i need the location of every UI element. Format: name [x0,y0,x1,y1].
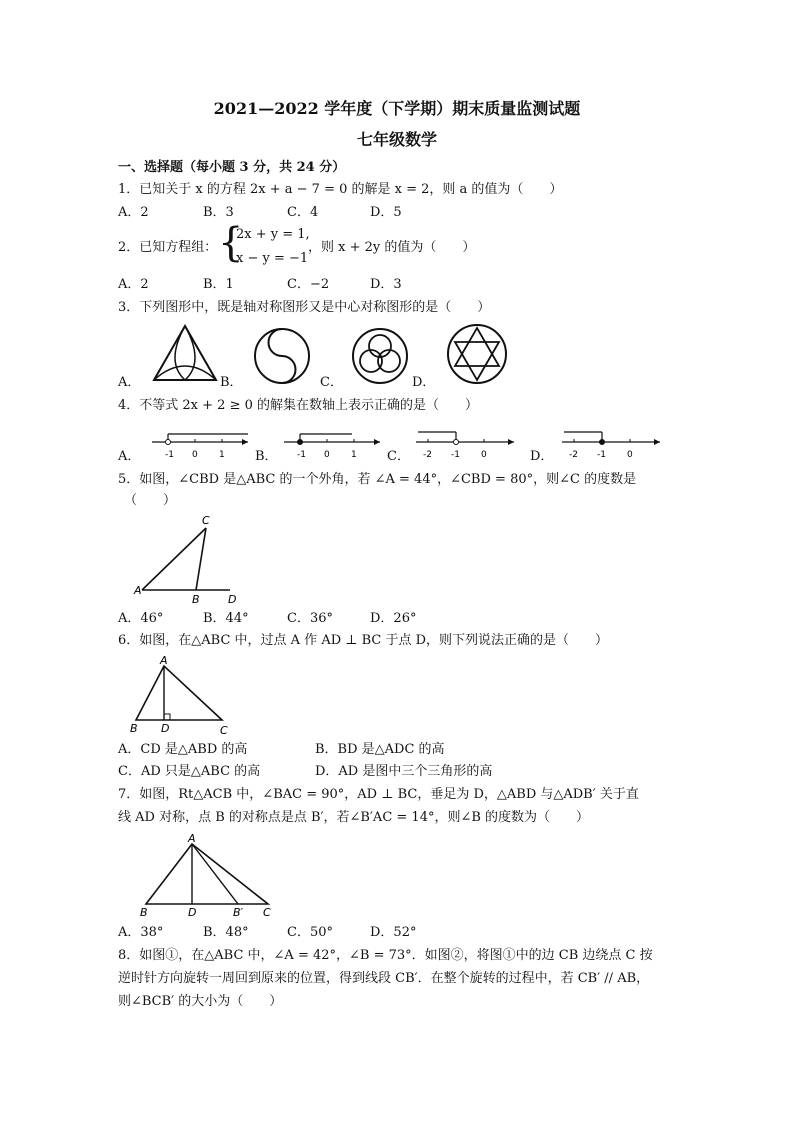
q5-option-d: D．26° [370,611,417,626]
q7-label-b-prime: B′ [233,906,244,919]
page-subtitle: 七年级数学 [356,130,437,149]
q6-label-b: B [130,722,138,735]
q5-label-d: D [228,593,237,606]
q2-eq1: 2x + y = 1, [236,227,310,242]
q4-number-line-c [414,426,519,462]
q5-option-c: C．36° [287,611,333,626]
q8-text2: 逆时针方向旋转一周回到原来的位置，得到线段 CB′．在整个旋转的过程中，若 CB′ // AB， [118,971,650,986]
q2-option-a: A．2 [118,277,149,292]
q7-option-b: B．48° [203,925,249,940]
q8-text3: 则∠BCB′ 的大小为（ ） [118,994,283,1009]
q4-c-tick-1: -2 [423,450,432,460]
q7-figure [136,832,284,922]
section-heading: 一、选择题（每小题 3 分，共 24 分） [118,160,346,175]
q3-figure-d-hexagram-icon [445,322,509,386]
q4-c-tick-2: -1 [451,450,460,460]
q7-option-a: A．38° [118,925,164,940]
q3-figure-c-circles-icon [350,326,410,386]
q6-text: 6．如图，在△ABC 中，过点 A 作 AD ⊥ BC 于点 D，则下列说法正确的是（ ） [118,633,609,648]
q4-c-tick-3: 0 [481,450,487,460]
q7-label-c: C [263,906,271,919]
q6-label-a: A [160,654,168,667]
q4-option-d: D． [530,449,554,464]
q4-a-tick-2: 0 [192,450,198,460]
q3-text: 3．下列图形中，既是轴对称图形又是中心对称图形的是（ ） [118,300,491,315]
q3-option-c: C． [320,375,343,390]
q4-d-tick-2: -1 [597,450,606,460]
q4-text: 4．不等式 2x + 2 ≥ 0 的解集在数轴上表示正确的是（ ） [118,398,478,413]
q2-prefix: 2．已知方程组： [118,240,218,255]
q5-label-a: A [134,584,142,597]
q4-a-tick-3: 1 [219,450,225,460]
q6-figure [124,654,236,738]
q5-label-b: B [192,593,200,606]
q4-b-tick-2: 0 [324,450,330,460]
q4-number-line-b [282,428,382,462]
q6-option-b: B．BD 是△ADC 的高 [315,742,445,757]
q1-option-d: D．5 [370,205,402,220]
q6-option-c: C．AD 只是△ABC 的高 [118,764,261,779]
q7-label-a: A [188,832,196,845]
q1-option-b: B．3 [203,205,234,220]
q2-eq2: x − y = −1 [236,251,309,266]
q3-figure-b-yinyang-icon [252,326,312,386]
q6-option-a: A．CD 是△ABD 的高 [118,742,248,757]
q2-option-d: D．3 [370,277,402,292]
q5-option-b: B．44° [203,611,249,626]
q4-b-tick-1: -1 [297,450,306,460]
q5-text2: （ ） [124,493,177,508]
q5-text: 5．如图，∠CBD 是△ABC 的一个外角，若 ∠A = 44°，∠CBD = 80°，则∠C 的度数是 [118,472,637,487]
q3-figure-a-reuleaux-icon [150,322,220,384]
q6-label-c: C [220,724,228,737]
q8-text: 8．如图①，在△ABC 中，∠A = 42°，∠B = 73°．如图②，将图①中的边 CB 边绕点 C 按 [118,948,653,963]
q6-label-d: D [161,722,170,735]
q3-option-a: A． [118,375,141,390]
q7-text: 7．如图，Rt△ACB 中，∠BAC = 90°，AD ⊥ BC，垂足为 D，△ABD 与△ADB′ 关于直 [118,787,639,802]
q4-d-tick-3: 0 [627,450,633,460]
q4-number-line-a [150,428,250,462]
q7-option-c: C．50° [287,925,333,940]
q3-option-b: B． [220,375,243,390]
q4-a-tick-1: -1 [165,450,174,460]
q2-option-c: C．−2 [287,277,330,292]
q5-figure [118,512,258,606]
q2-brace: { [218,220,244,266]
q4-option-c: C． [387,449,410,464]
q2-suffix: ，则 x + 2y 的值为（ ） [308,240,476,255]
q2-option-b: B．1 [203,277,234,292]
q4-number-line-d [560,426,665,462]
page-title: 2021—2022 学年度（下学期）期末质量监测试题 [213,99,581,118]
q4-option-b: B． [255,449,278,464]
q1-option-c: C．4 [287,205,319,220]
q4-b-tick-3: 1 [351,450,357,460]
q5-label-c: C [202,514,210,527]
q7-text2: 线 AD 对称，点 B 的对称点是点 B′，若∠B′AC = 14°，则∠B 的度数为（ ） [118,810,590,825]
q4-d-tick-1: -2 [569,450,578,460]
q6-option-d: D．AD 是图中三个三角形的高 [315,764,493,779]
q1-text: 1．已知关于 x 的方程 2x + a − 7 = 0 的解是 x = 2，则 a 的值为（ ） [118,182,563,197]
q3-option-d: D． [412,375,436,390]
q7-label-d: D [188,906,197,919]
q1-option-a: A．2 [118,205,149,220]
q5-option-a: A．46° [118,611,164,626]
q4-option-a: A． [118,449,141,464]
q7-label-b: B [140,906,148,919]
q7-option-d: D．52° [370,925,417,940]
